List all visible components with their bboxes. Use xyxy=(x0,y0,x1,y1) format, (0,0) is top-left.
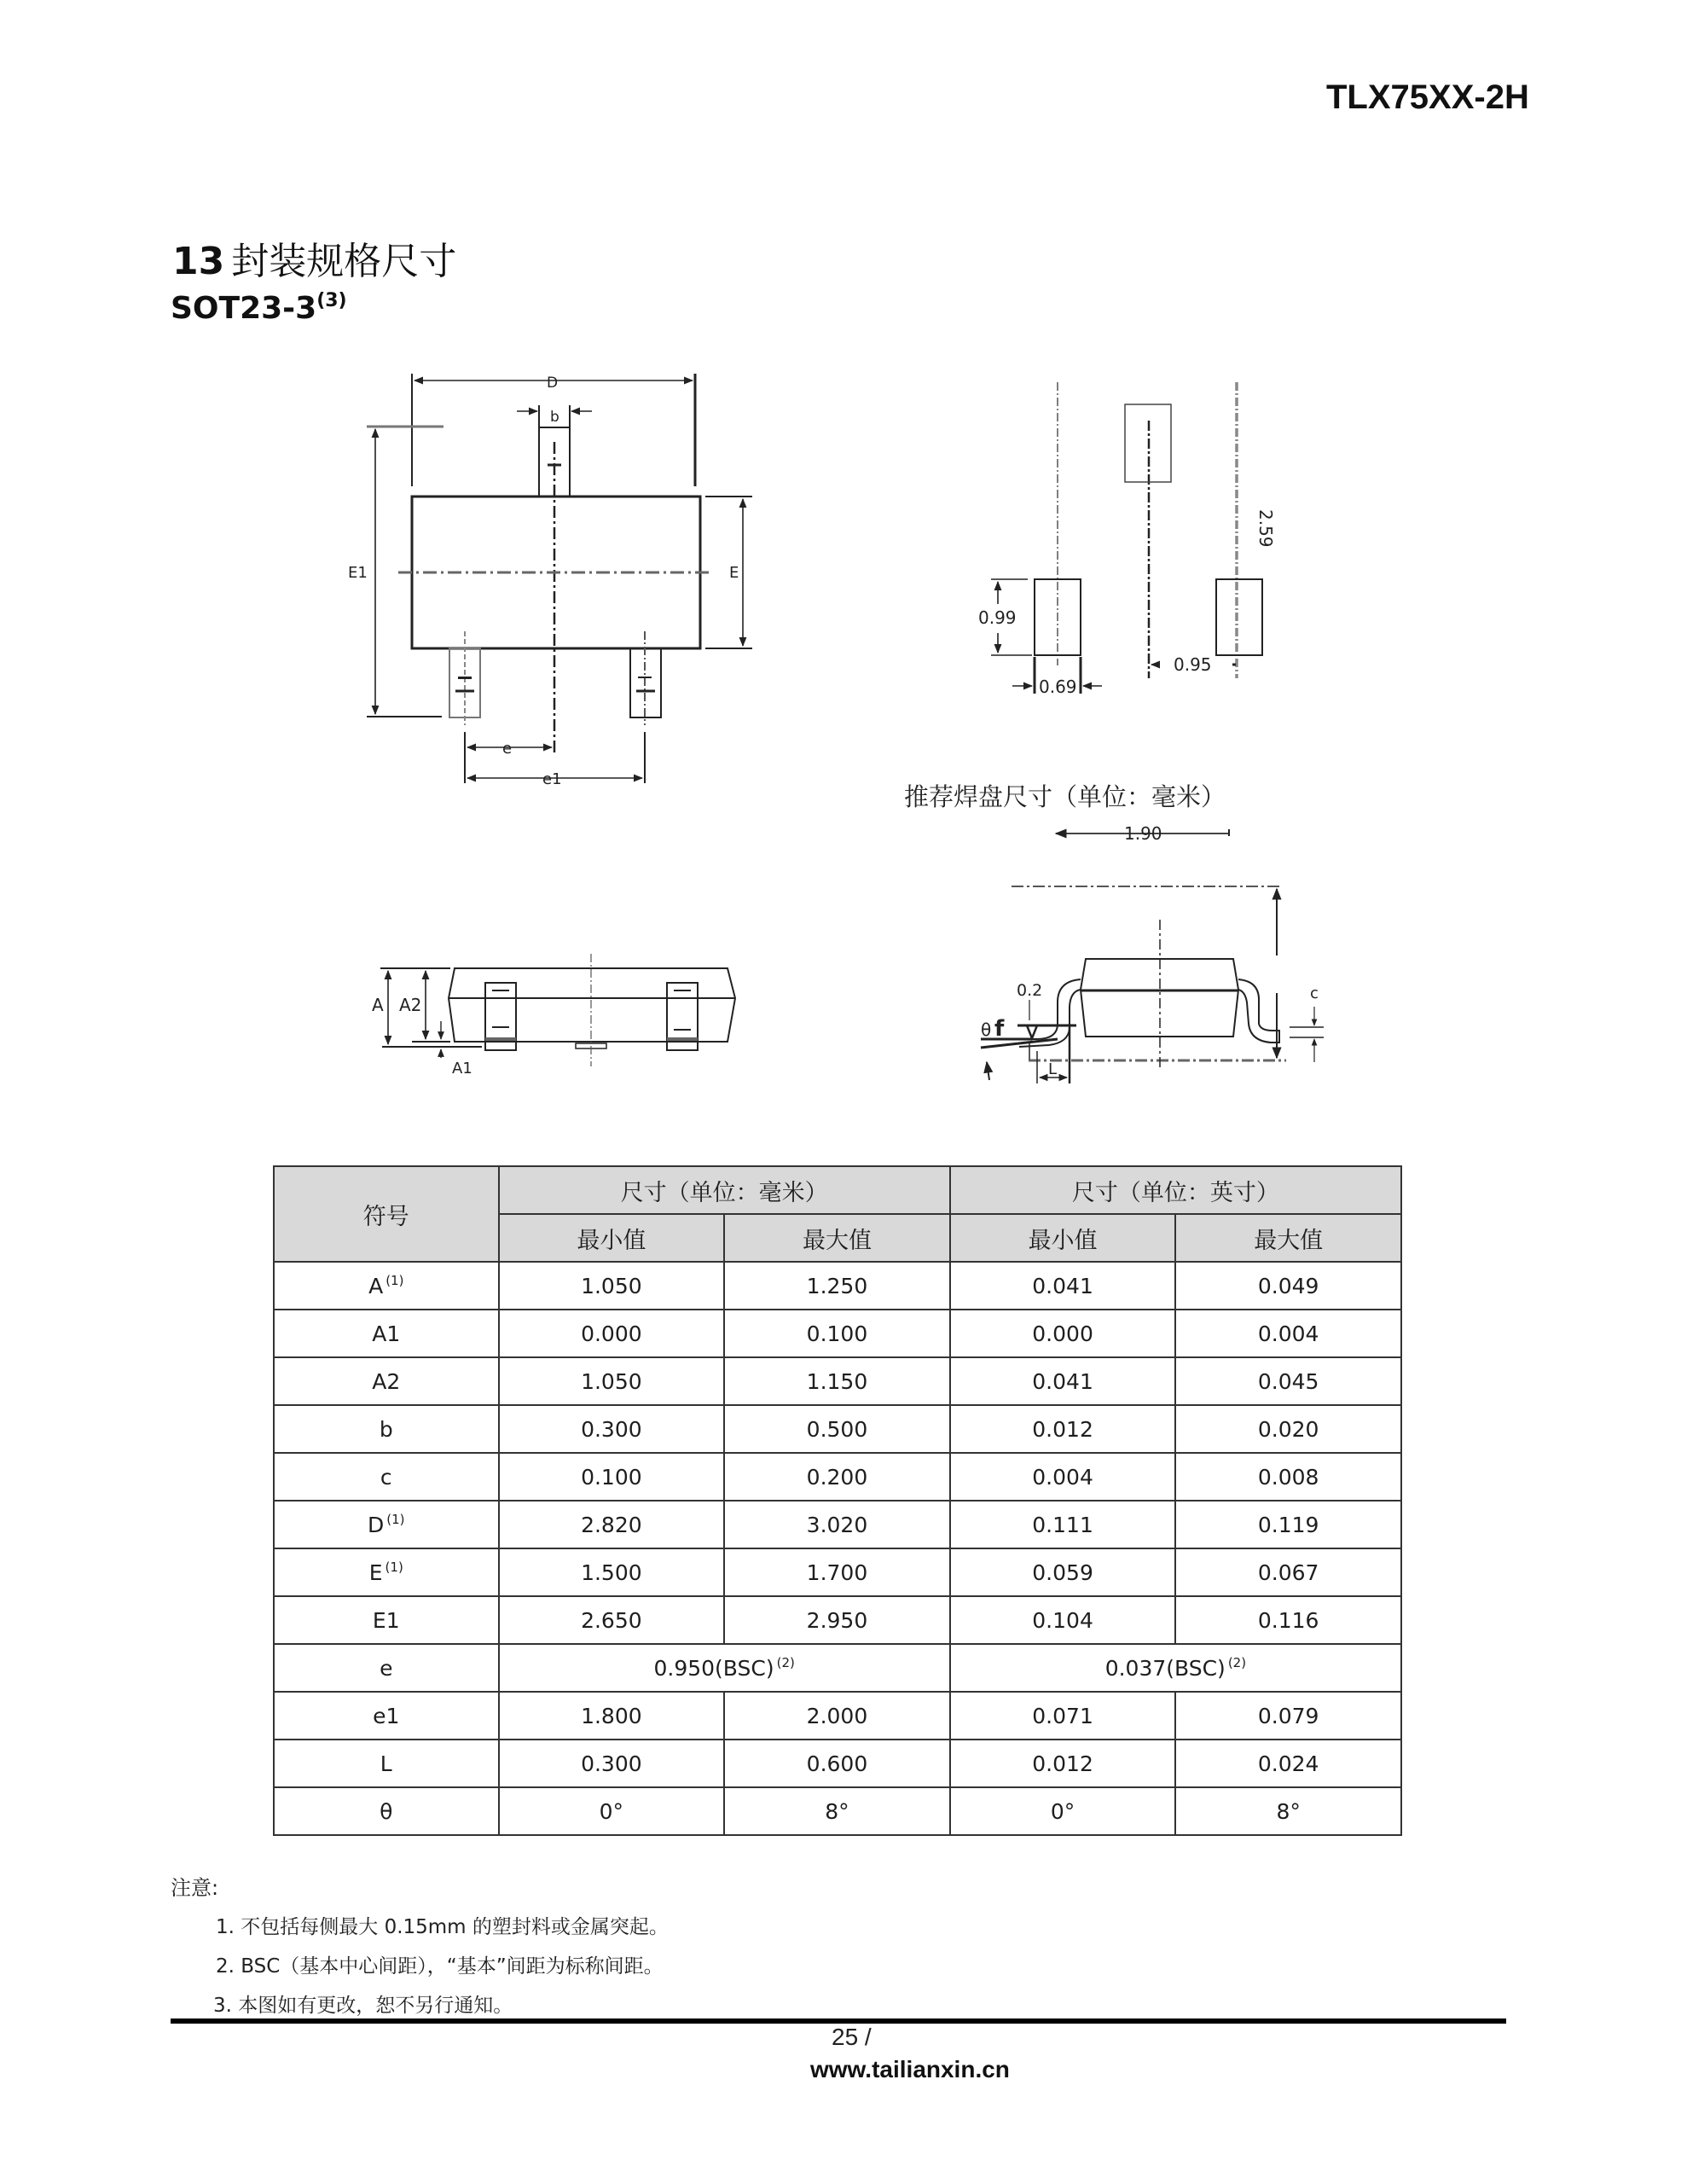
table-row xyxy=(274,1405,1401,1453)
symbol-text: c xyxy=(380,1464,392,1490)
page-number: 25 / xyxy=(832,2024,872,2050)
cell-inch-max: 0.079 xyxy=(1175,1692,1401,1740)
cell-inch-max: 0.045 xyxy=(1175,1357,1401,1405)
footnote-ref: (1) xyxy=(386,1512,405,1527)
label-gauge: 0.2 xyxy=(1017,981,1043,1000)
header-symbol: 符号 xyxy=(274,1166,499,1262)
cell-mm-min: 0.000 xyxy=(499,1310,725,1357)
symbol-text: A2 xyxy=(372,1368,401,1394)
cell-inch-min: 0.041 xyxy=(950,1262,1176,1310)
header-mm-min: 最小值 xyxy=(499,1214,725,1262)
label-A: A xyxy=(372,995,384,1015)
symbol-text: e xyxy=(380,1655,393,1681)
table-row xyxy=(274,1310,1401,1357)
package-note-ref: (3) xyxy=(316,290,347,311)
value-text: 0.037(BSC) xyxy=(1104,1656,1226,1681)
cell-mm-min: 2.650 xyxy=(499,1596,725,1644)
table-row xyxy=(274,1787,1401,1835)
cell-mm-min: 1.050 xyxy=(499,1262,725,1310)
value-text: 0.950(BSC) xyxy=(653,1656,774,1681)
cell-inch-max: 0.008 xyxy=(1175,1453,1401,1501)
section-number: 13 xyxy=(172,240,225,283)
table-row xyxy=(274,1740,1401,1787)
cell-mm-max: 0.200 xyxy=(724,1453,950,1501)
symbol-text: A1 xyxy=(372,1321,401,1346)
cell-mm-max: 8° xyxy=(724,1787,950,1835)
symbol-text: A xyxy=(368,1274,384,1298)
cell-symbol xyxy=(274,1453,499,1501)
label-width: 1.90 xyxy=(1124,823,1162,844)
symbol-text: e1 xyxy=(373,1703,400,1728)
symbol-text: D xyxy=(368,1513,385,1537)
document-title: TLX75XX-2H xyxy=(1326,78,1529,116)
cell-mm-max: 1.700 xyxy=(724,1548,950,1596)
cell-symbol xyxy=(274,1596,499,1644)
cell-inch-max: 0.067 xyxy=(1175,1548,1401,1596)
cell-mm-min: 1.500 xyxy=(499,1548,725,1596)
cell-inch-min: 0.059 xyxy=(950,1548,1176,1596)
cell-inch-min: 0.000 xyxy=(950,1310,1176,1357)
cell-mm-min: 0.100 xyxy=(499,1453,725,1501)
cell-inch-max: 0.116 xyxy=(1175,1596,1401,1644)
symbol-text: L xyxy=(380,1751,392,1776)
label-e1: e1 xyxy=(542,770,562,788)
cell-mm-max: 0.100 xyxy=(724,1310,950,1357)
label-D: D xyxy=(547,375,559,392)
symbol-text: E1 xyxy=(372,1607,400,1633)
table-row xyxy=(274,1596,1401,1644)
land-pattern-drawing xyxy=(991,382,1262,836)
table-row xyxy=(274,1692,1401,1740)
cell-mm-max: 2.950 xyxy=(724,1596,950,1644)
cell-mm-max: 1.250 xyxy=(724,1262,950,1310)
cell-symbol xyxy=(274,1262,499,1310)
header-inch-group: 尺寸（单位：英寸） xyxy=(950,1166,1401,1214)
cell-symbol xyxy=(274,1405,499,1453)
cell-symbol xyxy=(274,1310,499,1357)
footnote-ref: (2) xyxy=(776,1655,795,1670)
cell-mm-min: 1.800 xyxy=(499,1692,725,1740)
cell-mm-min: 0.300 xyxy=(499,1405,725,1453)
label-f: f xyxy=(994,1016,1005,1042)
label-e: e xyxy=(502,740,513,758)
cell-mm-max: 0.500 xyxy=(724,1405,950,1453)
cell-mm-min: 2.820 xyxy=(499,1501,725,1548)
footnote-ref: (2) xyxy=(1227,1655,1247,1670)
cell-inch-min: 0.111 xyxy=(950,1501,1176,1548)
header-inch-min: 最小值 xyxy=(950,1214,1176,1262)
package-label: SOT23-3 xyxy=(171,291,317,326)
label-L: L xyxy=(1048,1060,1058,1078)
table-row xyxy=(274,1644,1401,1692)
cell-inch-bsc xyxy=(950,1644,1401,1692)
label-pad-width: 0.69 xyxy=(1039,677,1077,697)
top-view-drawing xyxy=(367,374,752,783)
cell-mm-max: 2.000 xyxy=(724,1692,950,1740)
footnote-ref: (1) xyxy=(386,1273,404,1288)
cell-inch-min: 0.004 xyxy=(950,1453,1176,1501)
symbol-text: θ xyxy=(380,1798,393,1824)
table-body xyxy=(274,1262,1401,1835)
cell-inch-min: 0.012 xyxy=(950,1740,1176,1787)
footnote-ref: (1) xyxy=(385,1560,403,1575)
front-body-outline xyxy=(449,968,735,1042)
note-item: 1. 不包括每侧最大 0.15mm 的塑封料或金属突起。 xyxy=(216,1916,669,1938)
front-view-drawing xyxy=(380,954,735,1066)
cell-symbol xyxy=(274,1548,499,1596)
cell-symbol xyxy=(274,1787,499,1835)
cell-inch-min: 0.041 xyxy=(950,1357,1176,1405)
cell-mm-min: 1.050 xyxy=(499,1357,725,1405)
cell-mm-min: 0° xyxy=(499,1787,725,1835)
header-mm-group: 尺寸（单位：毫米） xyxy=(499,1166,950,1214)
table-row xyxy=(274,1548,1401,1596)
cell-symbol xyxy=(274,1501,499,1548)
land-pattern-caption: 推荐焊盘尺寸（单位：毫米） xyxy=(904,782,1226,811)
notes-title: 注意: xyxy=(171,1876,219,1900)
cell-inch-max: 0.119 xyxy=(1175,1501,1401,1548)
cell-symbol xyxy=(274,1692,499,1740)
cell-inch-min: 0.104 xyxy=(950,1596,1176,1644)
cell-symbol xyxy=(274,1357,499,1405)
label-pitch: 0.95 xyxy=(1174,654,1212,675)
label-c: c xyxy=(1310,985,1319,1002)
cell-inch-min: 0° xyxy=(950,1787,1176,1835)
symbol-text: E xyxy=(368,1560,383,1585)
dimension-table xyxy=(273,1165,1402,1836)
pad-right xyxy=(1216,579,1262,655)
label-span: 2.59 xyxy=(1255,509,1276,548)
label-E: E xyxy=(729,564,739,582)
cell-inch-max: 0.024 xyxy=(1175,1740,1401,1787)
symbol-text: b xyxy=(379,1416,393,1442)
cell-inch-max: 8° xyxy=(1175,1787,1401,1835)
cell-symbol xyxy=(274,1740,499,1787)
cell-mm-min: 0.300 xyxy=(499,1740,725,1787)
cell-inch-max: 0.049 xyxy=(1175,1262,1401,1310)
table-row xyxy=(274,1501,1401,1548)
cell-inch-max: 0.004 xyxy=(1175,1310,1401,1357)
cell-inch-max: 0.020 xyxy=(1175,1405,1401,1453)
cell-symbol xyxy=(274,1644,499,1692)
header-inch-max: 最大值 xyxy=(1175,1214,1401,1262)
table-row xyxy=(274,1262,1401,1310)
label-A2: A2 xyxy=(399,995,422,1015)
label-A1: A1 xyxy=(452,1060,472,1077)
cell-mm-max: 1.150 xyxy=(724,1357,950,1405)
label-b: b xyxy=(550,409,559,426)
label-E1: E1 xyxy=(348,564,368,582)
table-row xyxy=(274,1357,1401,1405)
cell-mm-max: 3.020 xyxy=(724,1501,950,1548)
header-mm-max: 最大值 xyxy=(724,1214,950,1262)
table-row xyxy=(274,1453,1401,1501)
cell-inch-min: 0.071 xyxy=(950,1692,1176,1740)
label-theta: θ xyxy=(981,1019,992,1040)
section-title: 封装规格尺寸 xyxy=(231,240,457,283)
cell-inch-min: 0.012 xyxy=(950,1405,1176,1453)
cell-mm-max: 0.600 xyxy=(724,1740,950,1787)
note-item: 3. 本图如有更改，恕不另行通知。 xyxy=(213,1995,513,2017)
note-item: 2. BSC（基本中心间距），“基本”间距为标称间距。 xyxy=(216,1955,664,1978)
cell-mm-bsc xyxy=(499,1644,950,1692)
label-pad-height: 0.99 xyxy=(978,607,1017,628)
website-link[interactable]: www.tailianxin.cn xyxy=(810,2056,1010,2082)
